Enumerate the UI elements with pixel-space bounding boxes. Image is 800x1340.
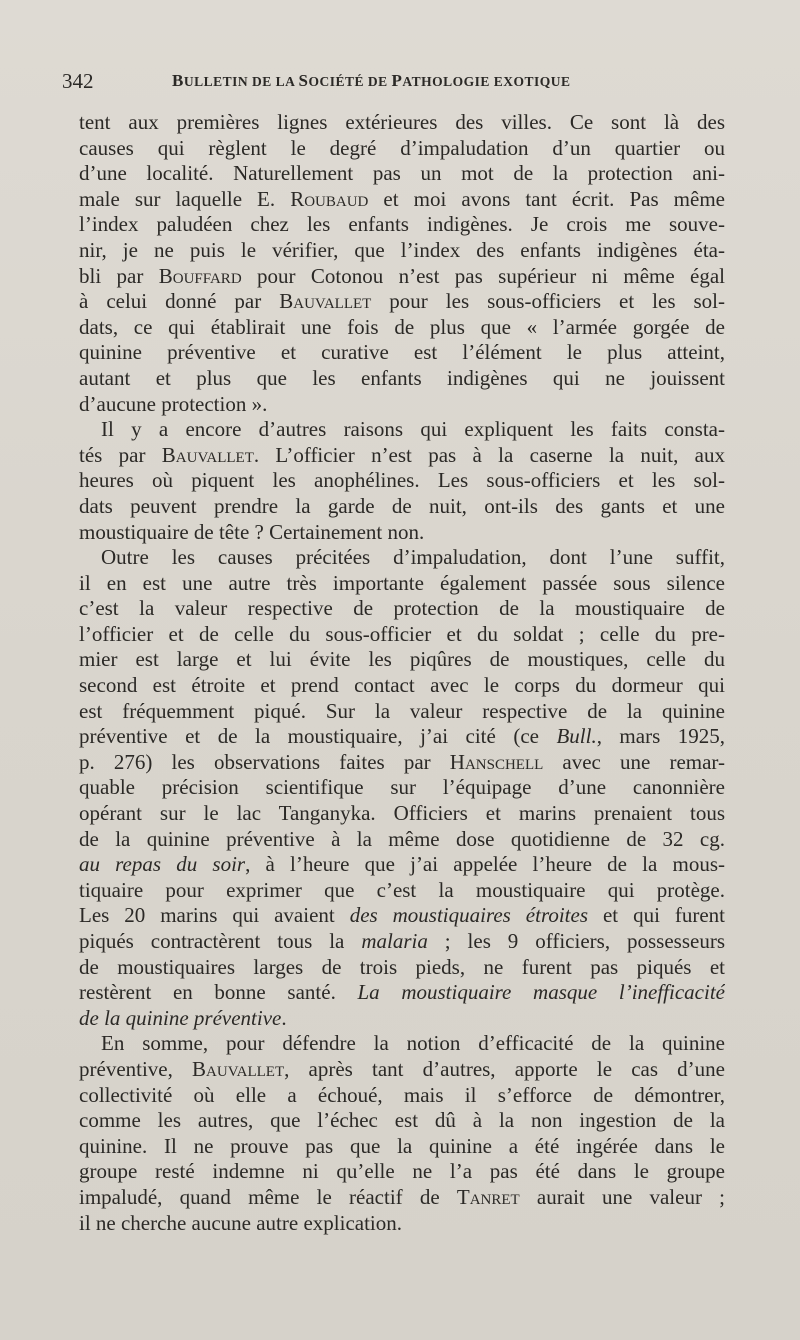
italic-text: des moustiquaires étroites	[349, 903, 589, 928]
text-run: nir, je ne puis le vérifier, que l’index des enfants indigènes éta-	[79, 237, 725, 262]
text-line	[79, 1159, 725, 1185]
text-run: piqués contractèrent tous la	[79, 929, 362, 953]
text-run: il ne cherche aucune autre explication.	[79, 1210, 402, 1235]
author-name: Roubaud	[290, 186, 369, 211]
author-name: Bauvallet	[161, 442, 254, 467]
text-line	[79, 724, 725, 750]
text-line	[79, 571, 725, 597]
text-line	[79, 673, 725, 699]
text-line	[79, 520, 725, 546]
text-line	[79, 903, 725, 929]
running-title-text: OCIÉTÉ DE	[308, 74, 392, 89]
running-title	[172, 68, 571, 95]
text-line	[79, 212, 725, 238]
text-run: d’aucune protection ».	[79, 391, 268, 416]
text-run: c’est la valeur respective de protection de la moustiquaire de	[79, 596, 725, 621]
text-run: male sur laquelle E.	[79, 186, 291, 211]
italic-text: au repas du soir	[79, 852, 246, 877]
text-run: il en est une autre très importante également passée sous silence	[79, 570, 725, 595]
running-title-capital: S	[298, 71, 309, 90]
text-line	[79, 238, 725, 264]
text-run: pour Cotonou n’est pas supérieur ni même égal	[241, 263, 725, 288]
text-line	[79, 1185, 725, 1211]
text-run: de moustiquaires larges de trois pieds, ne furent pas piqués et	[79, 954, 725, 979]
text-line	[79, 1211, 725, 1237]
author-name: Bauvallet	[279, 289, 372, 314]
page-number: 342	[62, 69, 94, 93]
text-run: mier est large et lui évite les piqûres de moustiques, celle du	[79, 647, 725, 672]
text-run: comme les autres, que l’échec est dû à la non ingestion de la	[79, 1108, 725, 1133]
text-line	[79, 187, 725, 213]
text-run: autant et plus que les enfants indigènes qui ne jouissent	[79, 365, 725, 390]
text-run: bli par	[79, 263, 159, 288]
author-name: Bouffard	[158, 263, 242, 288]
text-line	[79, 929, 725, 955]
running-title-capital: B	[172, 71, 184, 90]
author-name: Hanschell	[449, 749, 544, 774]
page-header	[62, 68, 762, 94]
text-run: heures où piquent les anophélines. Les sous-officiers et les sol-	[79, 468, 725, 493]
text-line	[79, 955, 725, 981]
text-run: pour les sous-officiers et les sol-	[371, 289, 725, 314]
text-line	[79, 852, 725, 878]
text-run: l’officier et de celle du sous-officier et du soldat ; celle du pre-	[79, 621, 725, 646]
text-run: de la quinine préventive à la même dose quotidienne de 32 cg.	[79, 826, 725, 851]
text-line	[79, 775, 725, 801]
text-line	[79, 750, 725, 776]
text-line	[79, 1006, 725, 1032]
text-run: , mars 1925,	[596, 724, 725, 749]
text-line	[79, 801, 725, 827]
text-run: . L’officier n’est pas à la caserne la nuit, aux	[253, 442, 725, 467]
text-line	[79, 827, 725, 853]
italic-text: La moustiquaire masque l’inefficacité	[357, 980, 725, 1005]
text-line	[79, 417, 725, 443]
text-line	[79, 647, 725, 673]
text-line	[79, 699, 725, 725]
text-run: impaludé, quand même le réactif de	[79, 1184, 457, 1209]
text-run: groupe resté indemne ni qu’elle ne l’a pas été dans le groupe	[79, 1159, 725, 1184]
text-line	[79, 264, 725, 290]
text-line	[79, 366, 725, 392]
italic-text: Bull.	[556, 724, 597, 749]
text-run: collectivité où elle a échoué, mais il s’efforce de démontrer,	[79, 1082, 725, 1107]
text-run: moustiquaire de tête ? Certainement non.	[79, 519, 425, 544]
text-run: .	[281, 1005, 287, 1030]
text-run: ; les 9 officiers, possesseurs	[427, 929, 725, 953]
text-run: préventive,	[79, 1056, 193, 1081]
text-line	[79, 1083, 725, 1109]
italic-text: malaria	[361, 929, 428, 953]
text-run: quinine. Il ne prouve pas que la quinine a été ingérée dans le	[79, 1133, 725, 1158]
text-line	[79, 545, 725, 571]
text-line	[79, 1031, 725, 1057]
text-run: Les 20 marins qui avaient	[79, 903, 350, 928]
text-run: , après tant d’autres, apporte le cas d’une	[284, 1056, 725, 1081]
text-run: restèrent en bonne santé.	[79, 980, 358, 1005]
text-line	[79, 161, 725, 187]
text-run: dats peuvent prendre la garde de nuit, ont-ils des gants et une	[79, 493, 725, 518]
text-line	[79, 392, 725, 418]
text-run: à celui donné par	[79, 289, 280, 314]
body-text	[79, 110, 725, 1236]
text-line	[79, 468, 725, 494]
text-run: , à l’heure que j’ai appelée l’heure de la mous-	[245, 852, 725, 877]
author-name: Tanret	[456, 1184, 520, 1209]
text-run: tés par	[79, 442, 162, 467]
text-run: avec une remar-	[543, 749, 725, 774]
text-line	[79, 494, 725, 520]
text-line	[79, 980, 725, 1006]
text-run: est fréquemment piqué. Sur la valeur respective de la quinine	[79, 698, 725, 723]
text-run: l’index paludéen chez les enfants indigènes. Je crois me souve-	[79, 212, 725, 237]
text-run: d’une localité. Naturellement pas un mot de la protection ani-	[79, 161, 725, 186]
text-line	[79, 1134, 725, 1160]
text-run: Outre les causes précitées d’impaludation, dont l’une suffit,	[101, 545, 725, 570]
text-run: aurait une valeur ;	[519, 1184, 725, 1209]
text-run: préventive et de la moustiquaire, j’ai cité (ce	[79, 724, 557, 749]
text-line	[79, 289, 725, 315]
text-run: p. 276) les observations faites par	[79, 749, 450, 774]
text-run: En somme, pour défendre la notion d’efficacité de la quinine	[101, 1031, 725, 1056]
text-run: et qui furent	[588, 903, 725, 928]
running-title-capital: P	[391, 71, 403, 90]
text-run: causes qui règlent le degré d’impaludation d’un quartier ou	[79, 135, 725, 160]
text-line	[79, 443, 725, 469]
text-run: dats, ce qui établirait une fois de plus que « l’armée gorgée de	[79, 314, 725, 339]
text-line	[79, 622, 725, 648]
running-title-text: ATHOLOGIE EXOTIQUE	[402, 74, 571, 89]
italic-text: de la quinine préventive	[79, 1005, 282, 1030]
text-run: opérant sur le lac Tanganyka. Officiers et marins prenaient tous	[79, 801, 725, 826]
text-run: quable précision scientifique sur l’équipage d’une canonnière	[79, 775, 725, 800]
text-line	[79, 340, 725, 366]
text-run: quinine préventive et curative est l’élément le plus atteint,	[79, 340, 725, 365]
text-line	[79, 1057, 725, 1083]
text-line	[79, 110, 725, 136]
text-run: second est étroite et prend contact avec le corps du dormeur qui	[79, 673, 725, 698]
text-run: et moi avons tant écrit. Pas même	[368, 186, 725, 211]
text-run: tent aux premières lignes extérieures des villes. Ce sont là des	[79, 110, 725, 134]
text-run: tiquaire pour exprimer que c’est la moustiquaire qui protège.	[79, 877, 725, 902]
author-name: Bauvallet	[192, 1056, 285, 1081]
text-line	[79, 315, 725, 341]
running-title-text: ULLETIN DE LA	[183, 74, 299, 89]
text-line	[79, 136, 725, 162]
text-run: Il y a encore d’autres raisons qui expliquent les faits consta-	[101, 417, 725, 442]
text-line	[79, 596, 725, 622]
text-line	[79, 1108, 725, 1134]
text-line	[79, 878, 725, 904]
